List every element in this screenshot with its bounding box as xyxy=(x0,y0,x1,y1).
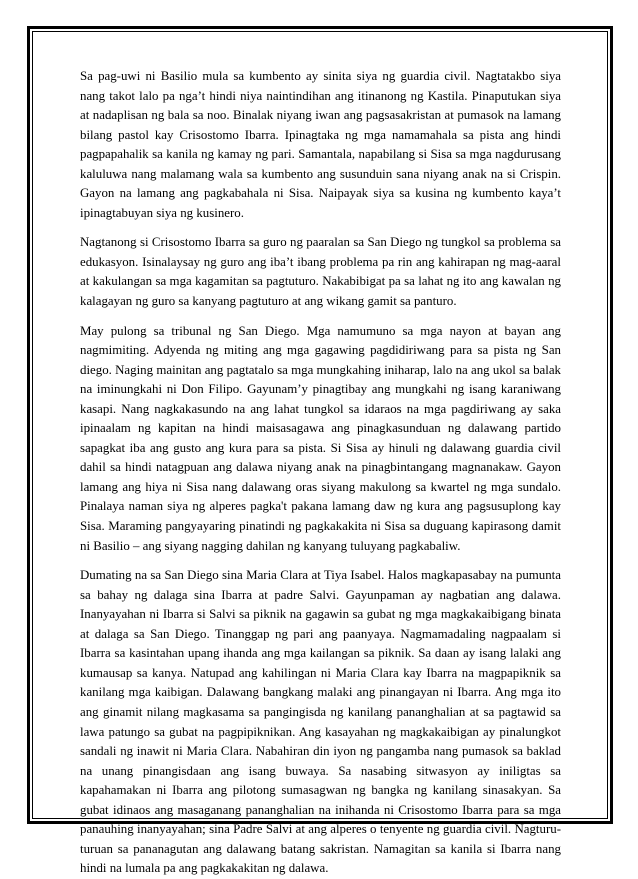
paragraph-3: May pulong sa tribunal ng San Diego. Mga namumuno sa mga nayon at bayan ang nagmimiting. Adyenda ng miting ang mga gagawing pagdidiriwang para sa pista ng San diego. Naging mainitan ang pagtatalo sa mga mungkahing iniharap, lalo na ang ukol sa balak na iminungkahi ni Don Filipo. Gayunam’y pinagtibay ang mungkahi ng isang karaniwang kasapi. Nang nagkakasundo na ang lahat tungkol sa idaraos na mga pagdiriwang ay saka ipinaalam ng kapitan na hindi maisasagawa ang pinagkasunduan ng dalawang partido sapagkat iba ang gusto ang kura para sa pista. Si Sisa ay hinuli ng dalawang guardia civil dahil sa hindi natagpuan ang dalawa niyang anak na pinagbintangang magnanakaw. Gayon lamang ang hiya ni Sisa nang dalawang oras siyang makulong sa kwartel ng mga sundalo. Pinalaya naman siya ng alperes pagka't pakana lamang daw ng kura ang pagsusuplong kay Sisa. Maraming pangyayaring pinatindi ng pagkakakita ni Sisa sa duguang kapirasong damit ni Basilio – ang siyang nagging dahilan ng kanyang tuluyang pagkabaliw. xyxy=(80,323,561,553)
paragraph-2: Nagtanong si Crisostomo Ibarra sa guro ng paaralan sa San Diego ng tungkol sa problema sa edukasyon. Isinalaysay ng guro ang iba’t ibang problema pa rin ang kahirapan ng mag-aaral at kakulangan sa mga kagamitan sa pagtuturo. Nakabibigat pa sa lahat ng ito ang kawalan ng kalagayan ng guro sa kanyang pagtuturo at ang wikang gamit sa panturo. xyxy=(80,235,561,309)
document-body xyxy=(80,67,561,879)
paragraph-1: Sa pag-uwi ni Basilio mula sa kumbento ay sinita siya ng guardia civil. Nagtatakbo siya nang takot lalo pa nga’t hindi niya naintindihan ang itinanong ng Kastila. Pinaputukan siya at nadaplisan ng bala sa noo. Binalak niyang iwan ang pagsasakristan at pumasok na lamang bilang pastol kay Crisostomo Ibarra. Ipinagtaka ng mga namamahala sa pista ang hindi pagpapahalik sa kanila ng kamay ng pari. Samantala, napabilang si Sisa sa mga nagdurusang kaluluwa nang malamang wala sa kumbento ang susunduin sana niyang anak na si Crispin. Gayon na lamang ang pagkabahala ni Sisa. Naipayak siya sa kusina ng kumbento kaya’t ipinagtabuyan siya ng kusinero. xyxy=(80,69,561,220)
paragraph-4: Dumating na sa San Diego sina Maria Clara at Tiya Isabel. Halos magkapasabay na pumunta sa bahay ng dalaga sina Ibarra at padre Salvi. Gayunpaman ay nagbatian ang dalawa. Inanyayahan ni Ibarra si Salvi sa piknik na gagawin sa gubat ng mga magkakaibigang binata at dalaga sa San Diego. Tinanggap ng pari ang paanyaya. Nagmamadaling nagpaalam si Ibarra sa kasintahan upang ihanda ang mga kailangan sa piknik. Sa daan ay isang lalaki ang kumausap sa kanya. Natupad ang kahilingan ni Maria Clara kay Ibarra na magpapiknik sa kanilang mga kaibigan. Dalawang bangkang malaki ang pinangayan ni Ibarra. Ang mga ito ang ginamit nilang magkasama sa pangingisda ng kanilang pananghalian at sa pagtawid sa lawa patungo sa gubat na pagpipiknikan. Ang kasayahan ng magkakaibigan ay pinalungkot sandali ng inawit ni Maria Clara. Nabahiran din iyon ng pangamba nang pumasok sa baklad na unang pinangisdaan ang isang buwaya. Sa nasabing sitwasyon ay iniligtas sa kapahamakan ni Ibarra ang pilotong sumasagwan ng bangka ng kanilang sinasakyan. Sa gubat idinaos ang masaganang pananghalian na inihanda ni Crisostomo Ibarra para sa mga panauhing inanyayahan; sina Padre Salvi at ang alperes o tenyente ng guardia civil. Nagturu-turuan sa pananagutan ang dalawang batang sakristan. Namagitan sa kanila si Ibarra nang hindi na lumala pa ang pagkakakitan ng dalawa. xyxy=(80,568,561,876)
